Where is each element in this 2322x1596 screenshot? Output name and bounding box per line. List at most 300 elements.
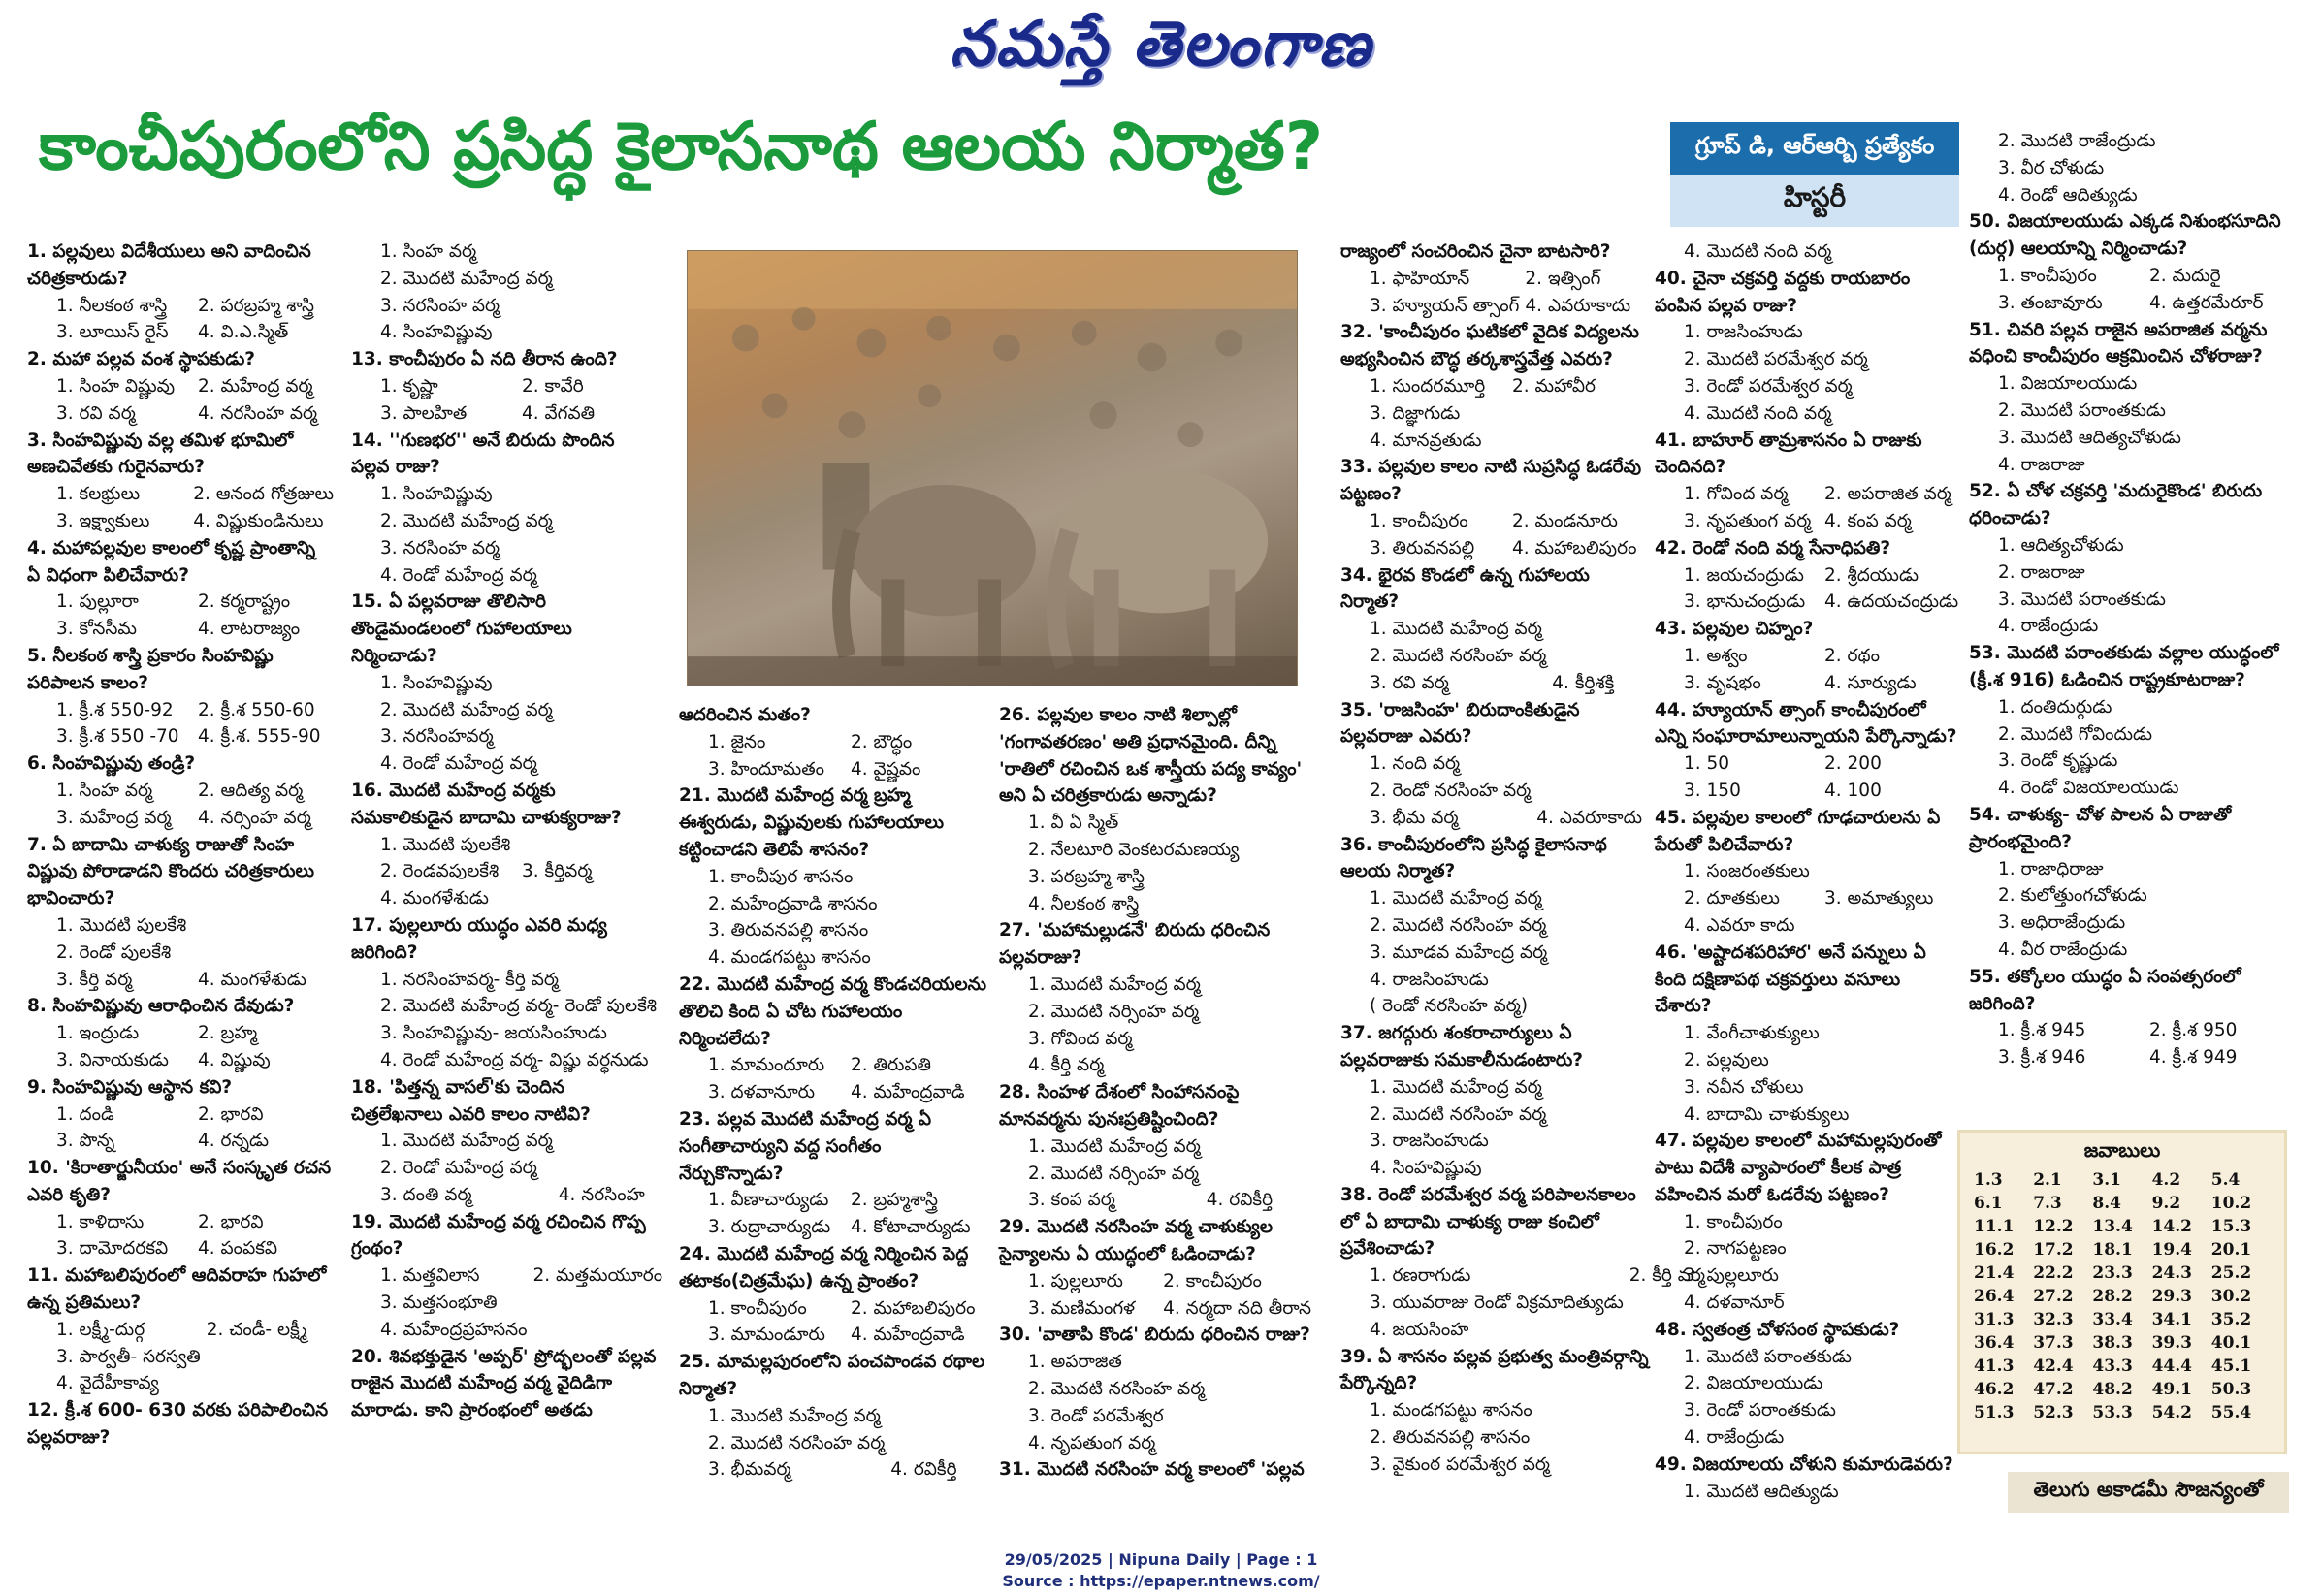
question-number: 1. — [27, 241, 53, 262]
answer-option — [884, 891, 987, 918]
question-stem: మహాబలిపురంలో ఆదివరాహ గుహలో ఉన్న ప్రతిమలు? — [27, 1265, 327, 1314]
question-number: 17. — [351, 914, 390, 936]
answer-option — [533, 1317, 663, 1344]
answer-option: 3. పాలహిత — [380, 402, 468, 424]
question-text — [27, 993, 334, 1020]
answer-option: 2. కీర్తి వర్మ — [1629, 1265, 1705, 1287]
answer-option: 3. తిరువనపల్లి శాసనం — [708, 920, 869, 942]
answer-key-title: జవాబులు — [2083, 1138, 2161, 1162]
question-number: 29. — [999, 1217, 1038, 1238]
question-text — [1655, 616, 1959, 643]
question-stem: మామల్లపురంలోని పంచపాండవ రథాల నిర్మాత? — [679, 1352, 985, 1399]
question-text — [679, 782, 987, 863]
answer-key-item: 12.2 — [2033, 1217, 2074, 1236]
answer-option: 1. దండి — [56, 1103, 114, 1125]
question-item — [1969, 208, 2295, 316]
question-number: 27. — [999, 920, 1038, 942]
answer-option — [1512, 400, 1649, 428]
answer-option: 2. మొదటి నరసింహ వర్మ — [1370, 645, 1547, 666]
answer-option — [2162, 182, 2295, 209]
question-text — [27, 239, 334, 293]
answer-option — [207, 1344, 334, 1371]
answer-option: 4. క్రీ.శ 949 — [2149, 1047, 2238, 1069]
answer-option: 2. మదురై — [2149, 265, 2221, 286]
answer-key-item: 32.3 — [2033, 1310, 2074, 1329]
answer-option: 4. ఉదయచంద్రుడు — [1824, 591, 1959, 613]
answer-option — [2187, 452, 2295, 479]
question-stem: పల్లవుల కాలం నాటి శిల్పాల్లో 'గంగావతరణం' అతి ప్రధానమైంది. దీన్ని 'రాతిలో రచించిన ఒక శాస్త్రీయ పద్య కావ్యం' అని ఏ చరిత్రకారుడు అన్నాడు? — [999, 705, 1303, 807]
answer-option: 3. పుల్లలూరు — [1684, 1265, 1779, 1287]
answer-option: 4. రెండో మహేంద్ర వర్మ- విష్ణు వర్ధనుడు — [380, 1049, 649, 1070]
answer-option: 2. రెండో నరసింహ వర్మ — [1370, 780, 1532, 801]
answer-key-item: 8.4 — [2092, 1194, 2121, 1213]
question-item — [1340, 832, 1649, 1021]
question-item — [1655, 239, 1959, 266]
answer-option: 4. రెండో ఆదిత్యుడు — [1998, 184, 2138, 206]
answer-option: 1. ఇంద్రుడు — [56, 1023, 140, 1044]
question-stem: చైనా చక్రవర్తి వద్దకు రాయబారం పంపిన పల్లవ రాజు? — [1655, 268, 1911, 316]
answer-key-item: 24.3 — [2151, 1263, 2192, 1283]
answer-key-item: 54.2 — [2151, 1403, 2192, 1422]
options-grid — [1340, 885, 1649, 1020]
question-stem: పల్లవులు విదేశీయులు అని వాదించిన చరిత్రకారుడు? — [27, 241, 311, 289]
answer-option — [1553, 993, 1649, 1020]
question-stem: బాహూర్ తామ్రశాసనం ఏ రాజుకు చెందినది? — [1655, 430, 1922, 478]
answer-option: 3. రుద్రాచార్యుడు — [708, 1217, 831, 1238]
question-text — [1340, 454, 1649, 508]
question-item — [27, 1262, 334, 1397]
options-grid — [999, 810, 1311, 917]
options-grid — [1655, 858, 1959, 939]
question-stem: పుల్లలూరు యుద్ధం ఎవరి మధ్య జరిగింది? — [351, 914, 607, 963]
question-item — [27, 643, 334, 750]
question-text — [1969, 317, 2295, 371]
options-grid — [351, 967, 658, 1074]
question-stem: మొదటి మహేంద్ర వర్మ నిర్మించిన పెద్ద తటాకం(చిత్రమేఘ) ఉన్న ప్రాంతం? — [679, 1243, 969, 1292]
question-item — [1655, 1452, 1959, 1506]
question-item — [351, 778, 658, 912]
answer-option — [559, 750, 658, 778]
answer-option — [198, 940, 334, 967]
answer-option: 4. జయసింహ — [1370, 1319, 1469, 1340]
question-stem: విజయాలయ చోళుని కుమారుడెవరు? — [1693, 1453, 1953, 1475]
question-item — [1969, 128, 2295, 208]
question-text — [999, 917, 1311, 972]
question-number: 22. — [679, 974, 718, 995]
question-stem: ఏ శాసనం పల్లవ ప్రభుత్వ మంత్రివర్గాన్ని పేర్కొన్నది? — [1340, 1346, 1649, 1394]
answer-option: 3. నృపతుంగ వర్మ — [1684, 510, 1812, 531]
answer-option: ( రెండో నరసింహ వర్మ) — [1370, 996, 1529, 1017]
answer-option — [1824, 1262, 1959, 1290]
question-number: 33. — [1340, 457, 1379, 478]
answer-option — [2162, 155, 2295, 182]
options-grid — [1969, 128, 2295, 208]
options-grid — [679, 1295, 987, 1350]
answer-option: 3. మొదటి ఆదిత్యచోళుడు — [1998, 427, 2181, 448]
answer-key-item: 45.1 — [2210, 1357, 2252, 1376]
answer-key-item: 42.4 — [2033, 1357, 2074, 1376]
question-number: 50. — [1969, 211, 2008, 233]
question-stem: మహాపల్లవుల కాలంలో కృష్ణ ప్రాంతాన్ని ఏ విధంగా పిలిచేవారు? — [27, 537, 316, 586]
question-item — [351, 239, 658, 346]
answer-option: 4. నర్సింహ వర్మ — [198, 807, 311, 828]
answer-option: 2. రథం — [1824, 645, 1880, 666]
answer-key-item: 27.2 — [2033, 1287, 2074, 1306]
options-grid — [1340, 616, 1649, 696]
answer-option: 1. మొదటి పులకేశి — [380, 834, 511, 855]
question-text — [27, 1074, 334, 1101]
answer-option: 3. పార్వతీ- సరస్వతి — [56, 1346, 201, 1367]
answer-option — [2185, 775, 2295, 802]
question-stem: చాళుక్య- చోళ పాలన ఏ రాజుతో ప్రారంభమైంది? — [1969, 804, 2232, 852]
answer-option: 4. రవికీర్తి — [1206, 1190, 1274, 1211]
options-grid — [1655, 562, 1959, 617]
answer-option — [1837, 239, 1959, 266]
question-number: 44. — [1655, 699, 1693, 720]
question-number: 11. — [27, 1265, 66, 1287]
answer-option: 4. నరసింహ వర్మ — [198, 402, 318, 424]
footer-date-line: 29/05/2025 | Nipuna Daily | Page : 1 — [1004, 1550, 1318, 1569]
question-text — [679, 702, 987, 729]
question-number: 32. — [1340, 322, 1379, 343]
question-item — [1340, 319, 1649, 454]
question-text — [679, 1106, 987, 1187]
question-stem: నీలకంఠ శాస్త్రి ప్రకారం సింహవిష్ణు పరిపాలన కాలం? — [27, 645, 274, 693]
answer-option: 4. మహేంద్రవాడి — [851, 1082, 965, 1103]
answer-option: 3. కోనసీమ — [56, 619, 137, 640]
answer-key-item: 19.4 — [2151, 1240, 2192, 1260]
question-text — [999, 1214, 1311, 1268]
question-number: 14. — [351, 430, 390, 451]
question-text — [1340, 697, 1649, 751]
question-item — [27, 346, 334, 427]
answer-option — [522, 832, 658, 859]
answer-key-item: 25.2 — [2210, 1263, 2252, 1283]
question-number: 45. — [1655, 807, 1693, 828]
answer-option: 1. నీలకంఠ శాస్త్రి — [56, 295, 168, 316]
answer-key-item: 46.2 — [1974, 1380, 2015, 1399]
answer-option: 4. మొదటి నంది వర్మ — [1684, 241, 1832, 262]
question-number: 55. — [1969, 966, 2008, 987]
answer-option — [1556, 1424, 1649, 1452]
question-text — [1340, 832, 1649, 886]
answer-option: 2. రెండో పులకేశి — [56, 942, 172, 963]
question-text — [1655, 1452, 1959, 1479]
options-grid — [1340, 1074, 1649, 1182]
answer-option — [1210, 1376, 1311, 1403]
answer-option: 4. మొదటి నంది వర్మ — [1684, 402, 1832, 424]
answer-option — [559, 266, 658, 293]
options-grid — [1340, 750, 1649, 831]
answer-option — [884, 917, 987, 944]
answer-option: 4. మంగళేశుడు — [380, 888, 489, 910]
answer-key-item: 17.2 — [2033, 1240, 2074, 1260]
answer-option: 2. మొదటి మహేంద్ర వర్మ — [380, 699, 553, 720]
answer-option: 2. రెండవపులకేశి — [380, 861, 500, 882]
answer-key-item: 48.2 — [2092, 1380, 2133, 1399]
options-grid — [679, 729, 987, 783]
answer-key-item: 47.2 — [2033, 1380, 2074, 1399]
answer-option — [1553, 967, 1649, 994]
answer-option — [559, 697, 658, 724]
question-stem: 'వాతాపి కొండ' బిరుదు ధరించిన రాజు? — [1037, 1325, 1310, 1346]
answer-option: 1. కృష్ణా — [380, 375, 438, 397]
answer-option: 3. దామోదరకవి — [56, 1238, 169, 1260]
answer-key-item: 22.2 — [2033, 1263, 2074, 1283]
options-grid — [1655, 750, 1959, 805]
answer-key-item: 51.3 — [1974, 1403, 2015, 1422]
options-grid — [27, 481, 334, 535]
answer-option: 3. నరసింహవర్మ — [380, 726, 494, 748]
question-column-7 — [1969, 128, 2295, 1127]
question-stem: హ్యూయాన్ త్సాంగ్ కాంచీపురంలో ఎన్ని సంఘారామాలున్నాయని పేర్కొన్నాడు? — [1655, 699, 1957, 748]
answer-key-item: 34.1 — [2151, 1310, 2192, 1329]
answer-option: 2. ఇత్సింగ్ — [1525, 268, 1601, 289]
answer-option: 3. వృషభం — [1684, 672, 1761, 693]
answer-option: 4. రాజసింహుడు — [1370, 969, 1489, 990]
answer-option: 4. బాదామి చాళుక్యులు — [1684, 1103, 1850, 1125]
answer-option: 2. విజయాలయుడు — [1684, 1373, 1823, 1394]
answer-option: 2. నాగపట్టణం — [1684, 1238, 1787, 1260]
question-number: 38. — [1340, 1184, 1379, 1205]
answer-key-item: 33.4 — [2092, 1310, 2133, 1329]
answer-option: 3. హిందూమతం — [708, 758, 825, 780]
question-item — [1655, 1128, 1959, 1317]
answer-option: 3. రెండో పరమేశ్వర వర్మ — [1684, 375, 1853, 397]
options-grid — [27, 1209, 334, 1263]
question-number: 53. — [1969, 643, 2008, 664]
answer-option: 4. ఎవరూ కాదు — [1684, 914, 1795, 936]
answer-option: 3. రాజసింహుడు — [1370, 1131, 1489, 1152]
answer-option — [890, 1403, 987, 1430]
answer-option — [1824, 1290, 1959, 1317]
question-text — [27, 535, 334, 590]
answer-option: 4. రెండో విజయాలయుడు — [1998, 778, 2179, 799]
answer-option: 1. విజయాలయుడు — [1998, 373, 2138, 395]
question-item — [679, 1241, 987, 1349]
answer-option: 1. పుల్లూరా — [56, 591, 139, 613]
answer-option — [207, 1370, 334, 1397]
answer-key-item: 10.2 — [2210, 1194, 2252, 1213]
answer-option: 4. రన్నడు — [198, 1131, 270, 1152]
question-item — [27, 750, 334, 831]
answer-option: 3. లూయిస్ రైస్ — [56, 322, 169, 343]
question-column-1 — [27, 239, 334, 1497]
question-item — [679, 702, 987, 782]
answer-option: 3. దిజ్ఞాగుడు — [1370, 402, 1461, 424]
answer-option — [1552, 643, 1649, 670]
answer-option — [1854, 1074, 1959, 1101]
answer-option: 3. హ్యూయన్ త్సాంగ్ — [1370, 295, 1520, 316]
answer-key-item: 5.4 — [2210, 1170, 2241, 1190]
answer-option — [2172, 613, 2295, 640]
answer-key-item: 15.3 — [2210, 1217, 2252, 1236]
answer-option: 3. రెండో కృష్ణుడు — [1998, 750, 2118, 772]
answer-option: 1. పుల్లలూరు — [1028, 1270, 1123, 1292]
question-text — [27, 1397, 334, 1452]
answer-key-item: 39.3 — [2151, 1333, 2192, 1353]
answer-key-item: 7.3 — [2033, 1194, 2062, 1213]
question-stem: సింహవిష్ణువు ఆరాధించిన దేవుడు? — [52, 996, 295, 1017]
answer-option: 3. భానుచంద్రుడు — [1684, 591, 1806, 613]
answer-option: 3. సింహవిష్ణువు- జయసింహుడు — [380, 1023, 607, 1044]
answer-key-item: 49.1 — [2151, 1380, 2192, 1399]
question-item — [1340, 239, 1649, 319]
options-grid — [679, 864, 987, 972]
answer-option: 1. మండగపట్టు శాసనం — [1370, 1400, 1532, 1421]
question-text — [1655, 697, 1959, 751]
answer-option: 2. మొదటి నర్సింహ వర్మ — [1028, 1001, 1199, 1022]
question-number: 12. — [27, 1400, 66, 1421]
options-grid — [1969, 263, 2295, 317]
answer-option: 1. మొదటి పరాంతకుడు — [1684, 1346, 1852, 1367]
question-text — [679, 1349, 987, 1403]
headline: కాంచీపురంలోని ప్రసిద్ధ కైలాసనాథ ఆలయ నిర్మాత? — [39, 109, 1324, 185]
answer-option: 4. కీర్తి వర్మ — [1028, 1055, 1105, 1076]
answer-option — [1207, 1133, 1311, 1161]
question-column-2 — [351, 239, 663, 1497]
options-grid — [351, 1128, 658, 1208]
answer-key-item: 28.2 — [2092, 1287, 2133, 1306]
answer-option: 3. తంజావూరు — [1998, 292, 2103, 313]
answer-option — [2185, 748, 2295, 775]
answer-option — [1874, 346, 1959, 373]
answer-option: 1. అశ్వం — [1684, 645, 1748, 666]
answer-option: 1. కాంచీపురం — [1998, 265, 2097, 286]
answer-key-item: 43.3 — [2092, 1357, 2133, 1376]
answer-option: 2. మొదటి నర్సింహ వర్మ — [1028, 1163, 1199, 1184]
options-grid — [1655, 239, 1959, 266]
series-box — [1670, 122, 1959, 227]
answer-option — [1552, 1101, 1649, 1129]
question-text — [1655, 805, 1959, 859]
answer-option — [1824, 858, 1959, 885]
answer-option: 3. మూడవ మహేంద్ర వర్మ — [1370, 942, 1548, 963]
answer-option: 2. మొదటి పరాంతకుడు — [1998, 399, 2166, 421]
footer-source-line: Source : https://epaper.ntnews.com/ — [1002, 1572, 1320, 1590]
answer-option: 4. నరసింహ — [558, 1184, 645, 1205]
answer-key-item: 9.2 — [2151, 1194, 2181, 1213]
answer-option: 3. 150 — [1684, 780, 1741, 801]
answer-option — [1553, 940, 1649, 967]
question-text — [1655, 428, 1959, 482]
options-grid — [27, 912, 334, 993]
options-grid — [679, 1187, 987, 1241]
answer-option: 3. నరసింహ వర్మ — [380, 295, 500, 316]
answer-option: 3. మణిమంగళ — [1028, 1297, 1136, 1319]
answer-option: 2. రాజరాజు — [1998, 561, 2085, 583]
question-item — [1340, 454, 1649, 561]
answer-option — [1854, 1047, 1959, 1074]
options-grid — [1340, 1397, 1649, 1478]
question-stem: ఏ బాదామి చాళుక్య రాజుతో సింహ విష్ణువు పోరాడాడని కొందరు చరిత్రకారులు భావించారు? — [27, 834, 315, 910]
answer-key-item: 55.4 — [2210, 1403, 2252, 1422]
answer-key-grid — [1974, 1170, 2271, 1422]
question-number: 20. — [351, 1346, 390, 1367]
answer-option: 1. అపరాజిత — [1028, 1352, 1122, 1373]
question-stem: పల్లవుల కాలంలో గూఢచారులను ఏ పేరుతో పిలిచేవారు? — [1655, 807, 1941, 855]
options-grid — [1655, 319, 1959, 427]
options-grid — [999, 972, 1311, 1079]
answer-option: 2. బ్రహ్మశాస్త్రి — [851, 1190, 938, 1211]
series-label: గ్రూప్ డి, ఆర్ఆర్బి ప్రత్యేకం — [1670, 122, 1959, 175]
answer-option: 1. నరసింహవర్మ- కీర్తి వర్మ — [380, 969, 559, 990]
answer-option: 1. రాజసింహుడు — [1684, 322, 1803, 343]
question-item — [1969, 478, 2295, 640]
question-number: 49. — [1655, 1453, 1693, 1475]
answer-option: 3. కీర్తి వర్మ — [56, 969, 133, 990]
answer-option — [1244, 864, 1311, 891]
question-number: 31. — [999, 1459, 1038, 1481]
answer-option — [1512, 428, 1649, 455]
answer-option: 1. దంతిదుర్గుడు — [1998, 696, 2112, 718]
question-number: 34. — [1340, 564, 1379, 586]
question-stem: మొదటి నరసింహ వర్మ చాళుక్యుల సైన్యాలను ఏ యుద్ధంలో ఓడించాడు? — [999, 1217, 1274, 1264]
question-text — [999, 1322, 1311, 1349]
answer-option — [1244, 837, 1311, 864]
answer-option: 4. వైదేహీకావ్య — [56, 1373, 159, 1394]
options-grid — [351, 239, 658, 346]
question-stem: భైరవ కొండలో ఉన్న గుహాలయ నిర్మాత? — [1340, 564, 1590, 613]
answer-option: 1. లక్ష్మీ-దుర్గ — [56, 1319, 145, 1340]
question-item — [27, 1074, 334, 1155]
question-stem: ఆదరించిన మతం? — [679, 705, 811, 725]
answer-option — [1552, 1074, 1649, 1101]
question-item — [1340, 1344, 1649, 1479]
answer-option: 4. సూర్యుడు — [1824, 672, 1917, 693]
answer-key-item: 52.3 — [2033, 1403, 2074, 1422]
question-text — [1655, 535, 1959, 562]
question-item — [999, 917, 1311, 1079]
answer-option: 2. భారవి — [198, 1211, 264, 1232]
answer-option: 3. అమాత్యులు — [1824, 888, 1934, 910]
answer-key-item: 2.1 — [2033, 1170, 2062, 1190]
answer-option: 4. సింహవిష్ణువు — [380, 322, 493, 343]
answer-option: 2. మొదటి నరసింహ వర్మ — [1028, 1378, 1206, 1399]
answer-key-item: 23.3 — [2092, 1263, 2133, 1283]
question-number: 30. — [999, 1325, 1038, 1346]
question-item — [1655, 697, 1959, 805]
answer-option — [1210, 1349, 1311, 1376]
answer-option — [1854, 1020, 1959, 1047]
answer-option — [1207, 972, 1311, 999]
question-stem: మొదటి మహేంద్ర వర్మ బ్రహ్మ ఈశ్వరుడు, విష్ణువులకు గుహాలయాలు కట్టించాడని తెలిపే శాసనం? — [679, 785, 945, 860]
answer-option: 3. ఇక్ష్వాకులు — [56, 510, 150, 531]
answer-option — [1210, 1430, 1311, 1457]
answer-option: 3. నరసింహ వర్మ — [380, 537, 500, 559]
answer-option: 3. రెండో పరాంతకుడు — [1684, 1400, 1836, 1421]
options-grid — [27, 1101, 334, 1156]
question-item — [27, 535, 334, 643]
answer-key-item: 53.3 — [2092, 1403, 2133, 1422]
answer-option — [2162, 128, 2295, 155]
question-item — [1655, 940, 1959, 1129]
answer-option: 4. కంప వర్మ — [1824, 510, 1912, 531]
question-number: 16. — [351, 780, 390, 801]
answer-option: 1. మత్తవిలాస — [380, 1265, 480, 1287]
question-text — [351, 1074, 658, 1129]
answer-key-item: 18.1 — [2092, 1240, 2133, 1260]
answer-option: 3. నవీన చోళులు — [1684, 1076, 1804, 1098]
answer-option: 4. మానవ్రతుడు — [1370, 430, 1482, 451]
answer-option: 1. కాంచీపురం — [1370, 510, 1468, 531]
answer-option: 1. సింహ వర్మ — [380, 241, 477, 262]
answer-option — [2153, 882, 2295, 910]
question-text — [1340, 562, 1649, 617]
question-stem: కాంచీపురంలోని ప్రసిద్ధ కైలాసనాథ ఆలయ నిర్మాత? — [1340, 834, 1607, 882]
question-number: 9. — [27, 1076, 53, 1098]
answer-option: 4. క్రీ.శ. 555-90 — [198, 726, 321, 748]
